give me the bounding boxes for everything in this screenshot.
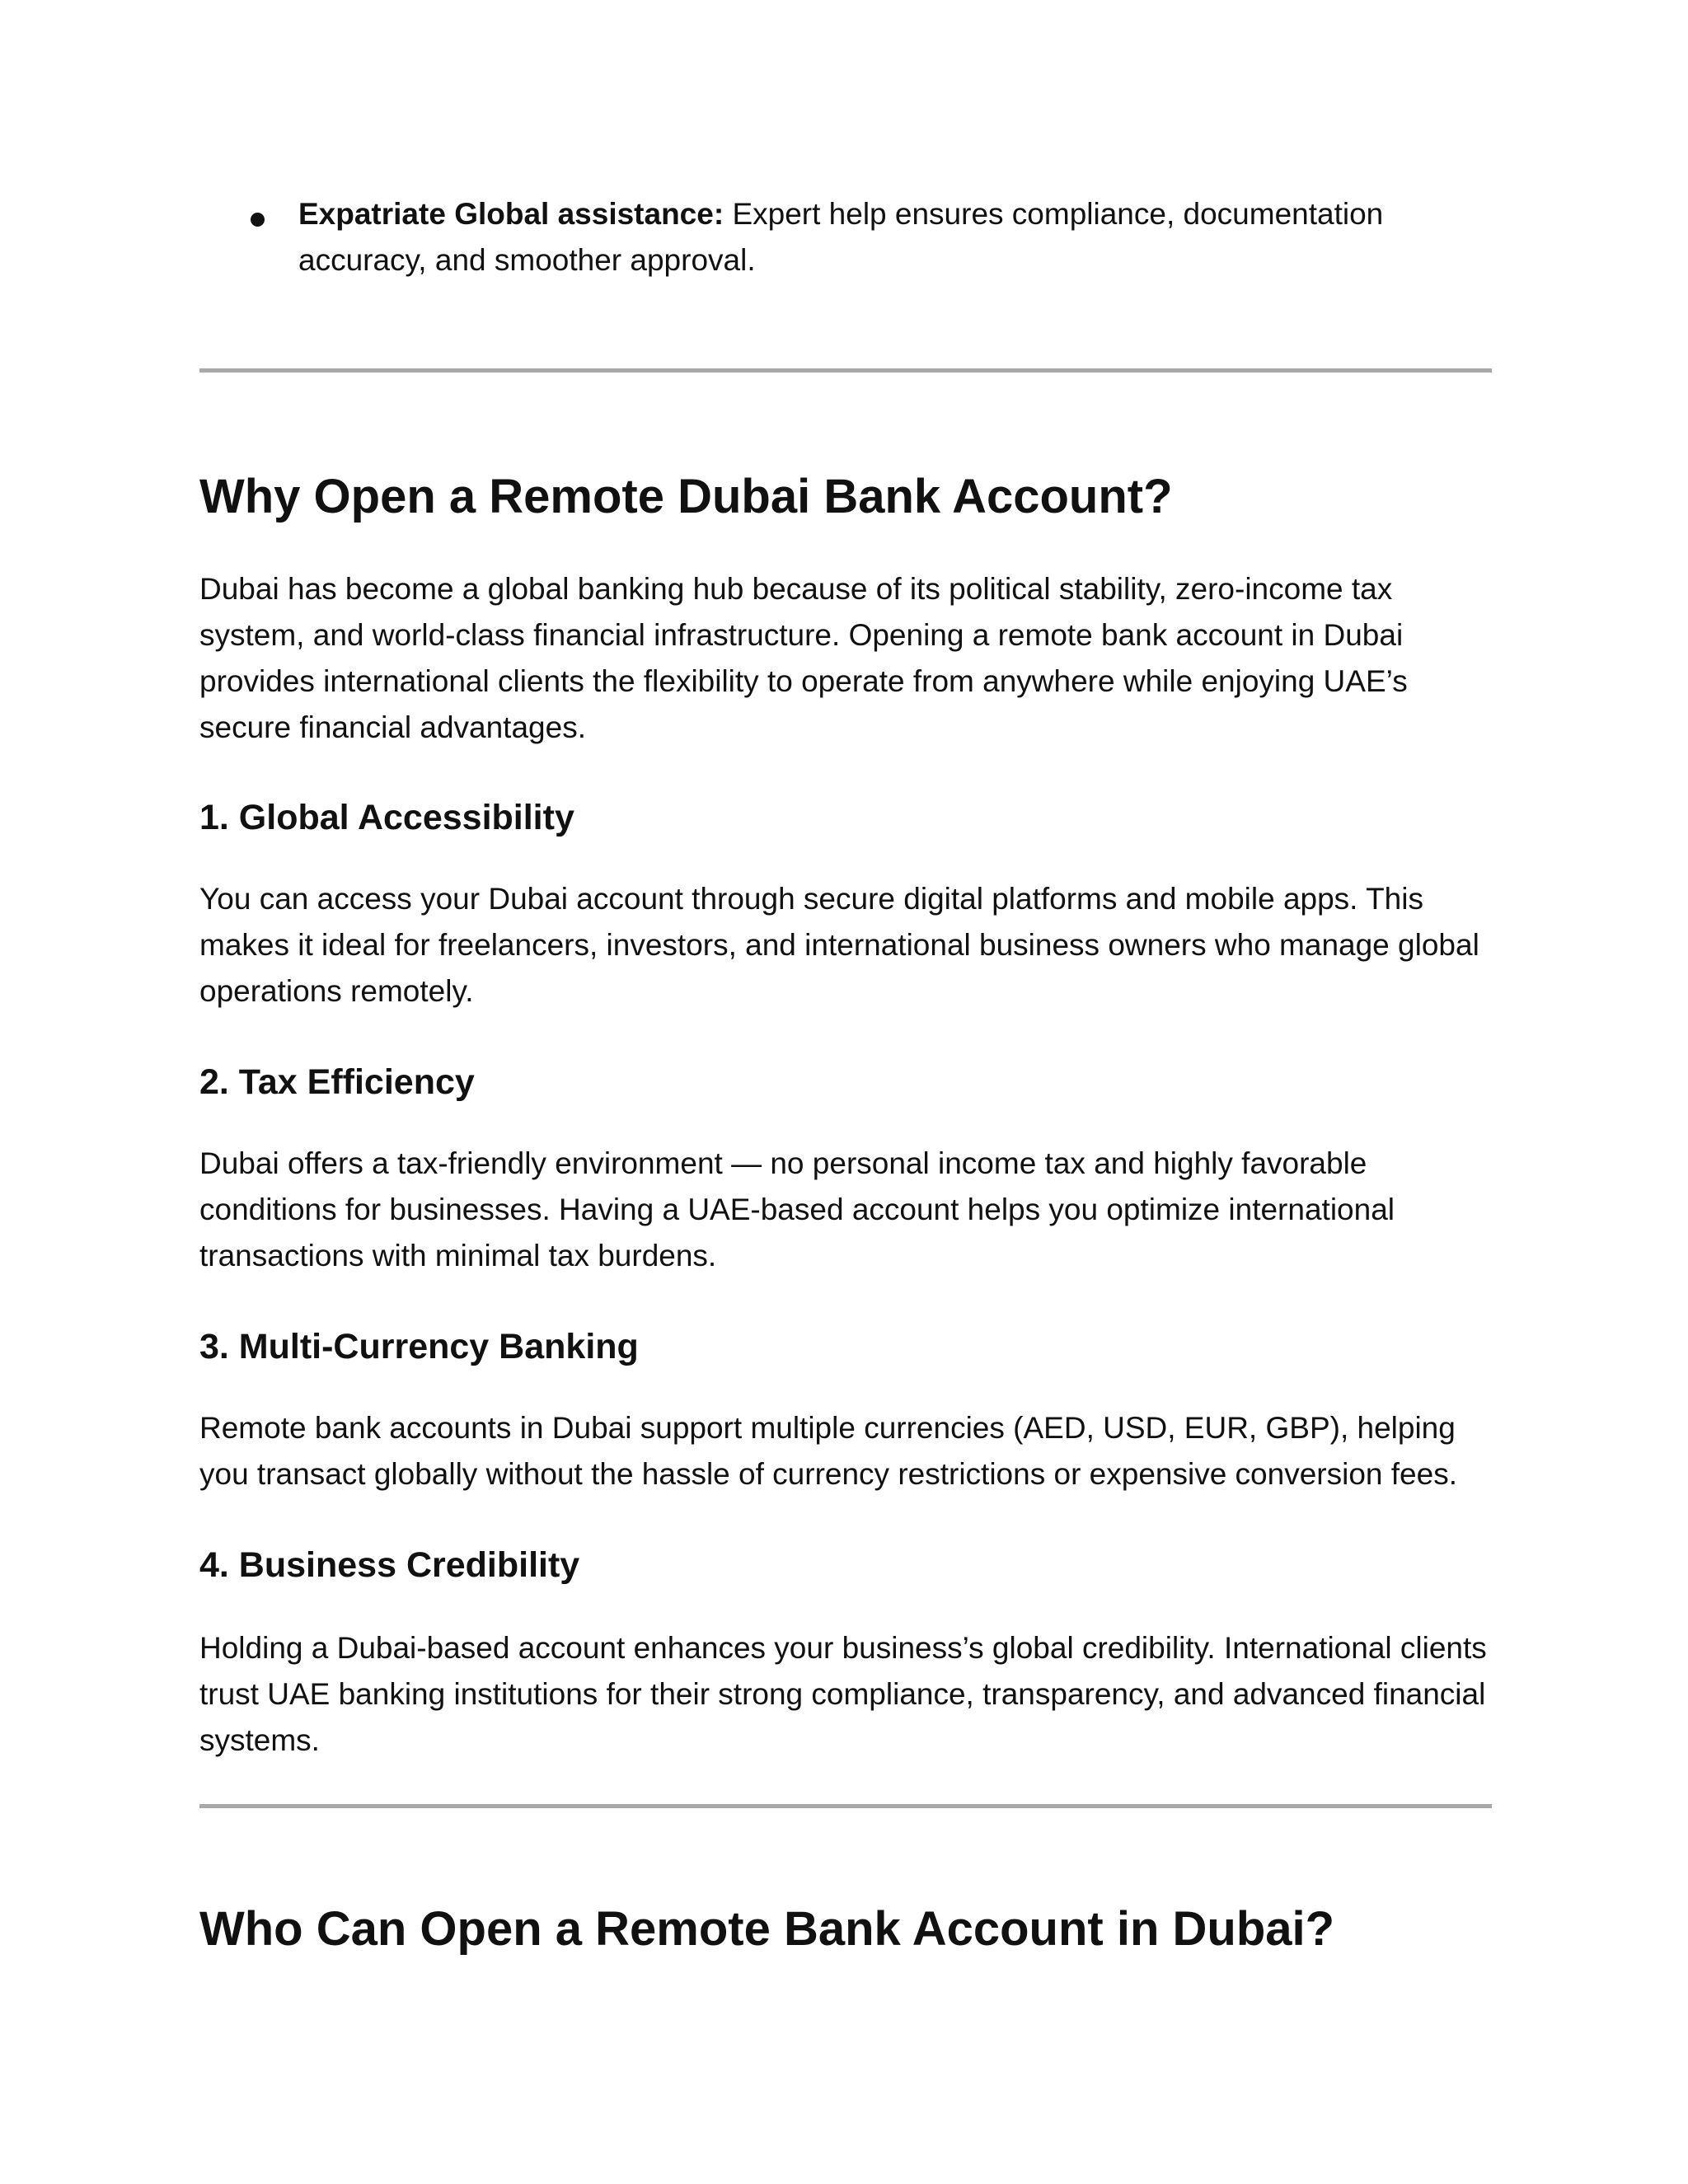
paragraph-multi-currency: Remote bank accounts in Dubai support multiple currencies (AED, USD, EUR, GBP), helping you transact globally without the hassle of currency restrictions or expensive conversion fees. [199,1411,1457,1491]
paragraph-global-accessibility: You can access your Dubai account through secure digital platforms and mobile apps. This makes it ideal for freelancers, investors, and international business owners who manage global operations remotely. [199,882,1479,1008]
subheading-global-accessibility: 1. Global Accessibility [199,798,574,837]
bullet-text [298,191,1485,284]
subheading-business-credibility: 4. Business Credibility [199,1545,580,1585]
subheading-multi-currency: 3. Multi-Currency Banking [199,1327,639,1366]
horizontal-divider [199,368,1492,373]
subheading-tax-efficiency: 2. Tax Efficiency [199,1062,475,1102]
paragraph-business-credibility: Holding a Dubai-based account enhances your business’s global credibility. International clients trust UAE banking institutions for their strong compliance, transparency, and advanced financial systems. [199,1631,1487,1757]
section-intro-paragraph: Dubai has become a global banking hub because of its political stability, zero-income tax system, and world-class financial infrastructure. Opening a remote bank account in Dubai provides international clients the flexibility to operate from anywhere while enjoying UAE’s secure financial advantages. [199,572,1408,744]
section-heading-who: Who Can Open a Remote Bank Account in Dubai? [199,1902,1335,1956]
horizontal-divider [199,1804,1492,1808]
paragraph-tax-efficiency: Dubai offers a tax-friendly environment — no personal income tax and highly favorable conditions for businesses. Having a UAE-based account helps you optimize international transactions with minimal tax burdens. [199,1146,1395,1272]
bullet-body: Expert help ensures compliance, documentation accuracy, and smoother approval. [298,197,1384,277]
bullet-icon [251,213,265,227]
section-heading-why: Why Open a Remote Dubai Bank Account? [199,470,1173,523]
bullet-label: Expatriate Global assistance: [298,197,724,231]
